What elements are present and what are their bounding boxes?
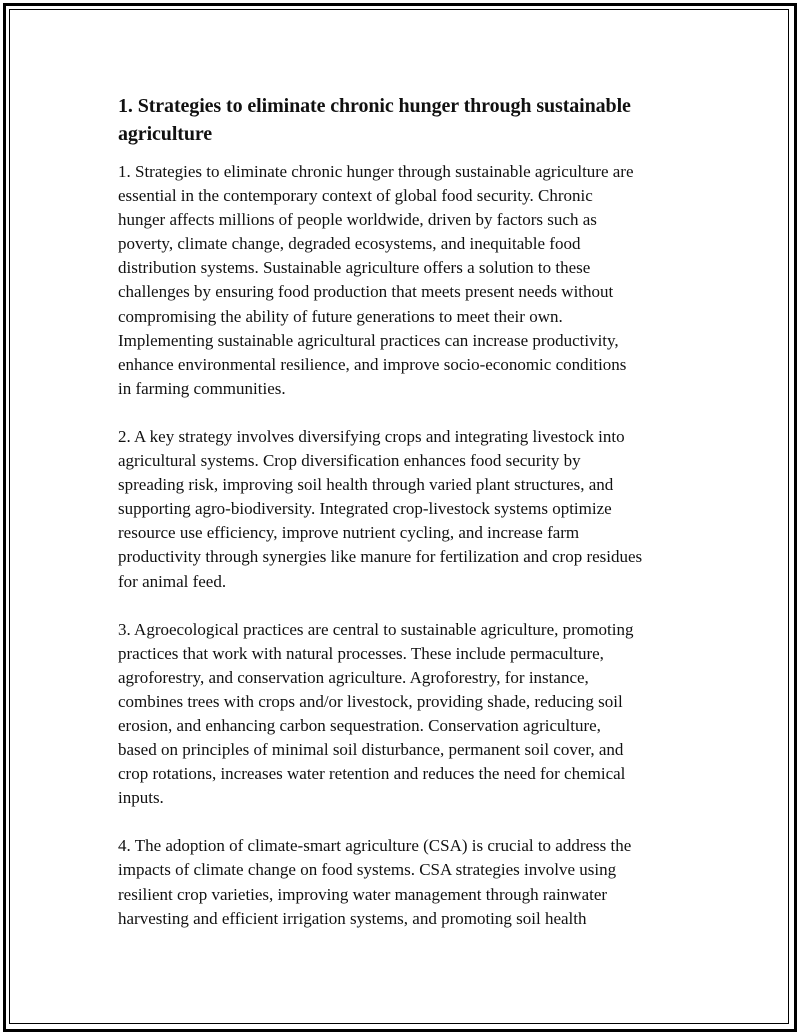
- document-body: [118, 92, 688, 955]
- paragraph-1: 1. Strategies to eliminate chronic hunger through sustainable agriculture are essential in the contemporary context of global food security. Chronic hunger affects millions of people worldwide, driven by factors such as poverty, climate change, degraded ecosystems, and inequitable food distribution systems. Sustainable agriculture offers a solution to these challenges by ensuring food production that meets present needs without compromising the ability of future generations to meet their own. Implementing sustainable agricultural practices can increase productivity, enhance environmental resilience, and improve socio-economic conditions in farming communities.: [118, 162, 634, 398]
- section-heading: 1. Strategies to eliminate chronic hunger through sustainable agriculture: [118, 95, 631, 145]
- paragraph-4: 4. The adoption of climate-smart agriculture (CSA) is crucial to address the impacts of climate change on food systems. CSA strategies involve using resilient crop varieties, improving water management through rainwater harvesting and efficient irrigation systems, and promoting soil health: [118, 836, 632, 928]
- paragraph-2: 2. A key strategy involves diversifying crops and integrating livestock into agricultural systems. Crop diversification enhances food security by spreading risk, improving soil health through varied plant structures, and supporting agro-biodiversity. Integrated crop-livestock systems optimize resource use efficiency, improve nutrient cycling, and increase farm productivity through synergies like manure for fertilization and crop residues for animal feed.: [118, 426, 643, 591]
- paragraph-3: 3. Agroecological practices are central to sustainable agriculture, promoting practices that work with natural processes. These include permaculture, agroforestry, and conservation agriculture. Agroforestry, for instance, combines trees with crops and/or livestock, providing shade, reducing soil erosion, and enhancing carbon sequestration. Conservation agriculture, based on principles of minimal soil disturbance, permanent soil cover, and crop rotations, increases water retention and reduces the need for chemical inputs.: [118, 619, 634, 808]
